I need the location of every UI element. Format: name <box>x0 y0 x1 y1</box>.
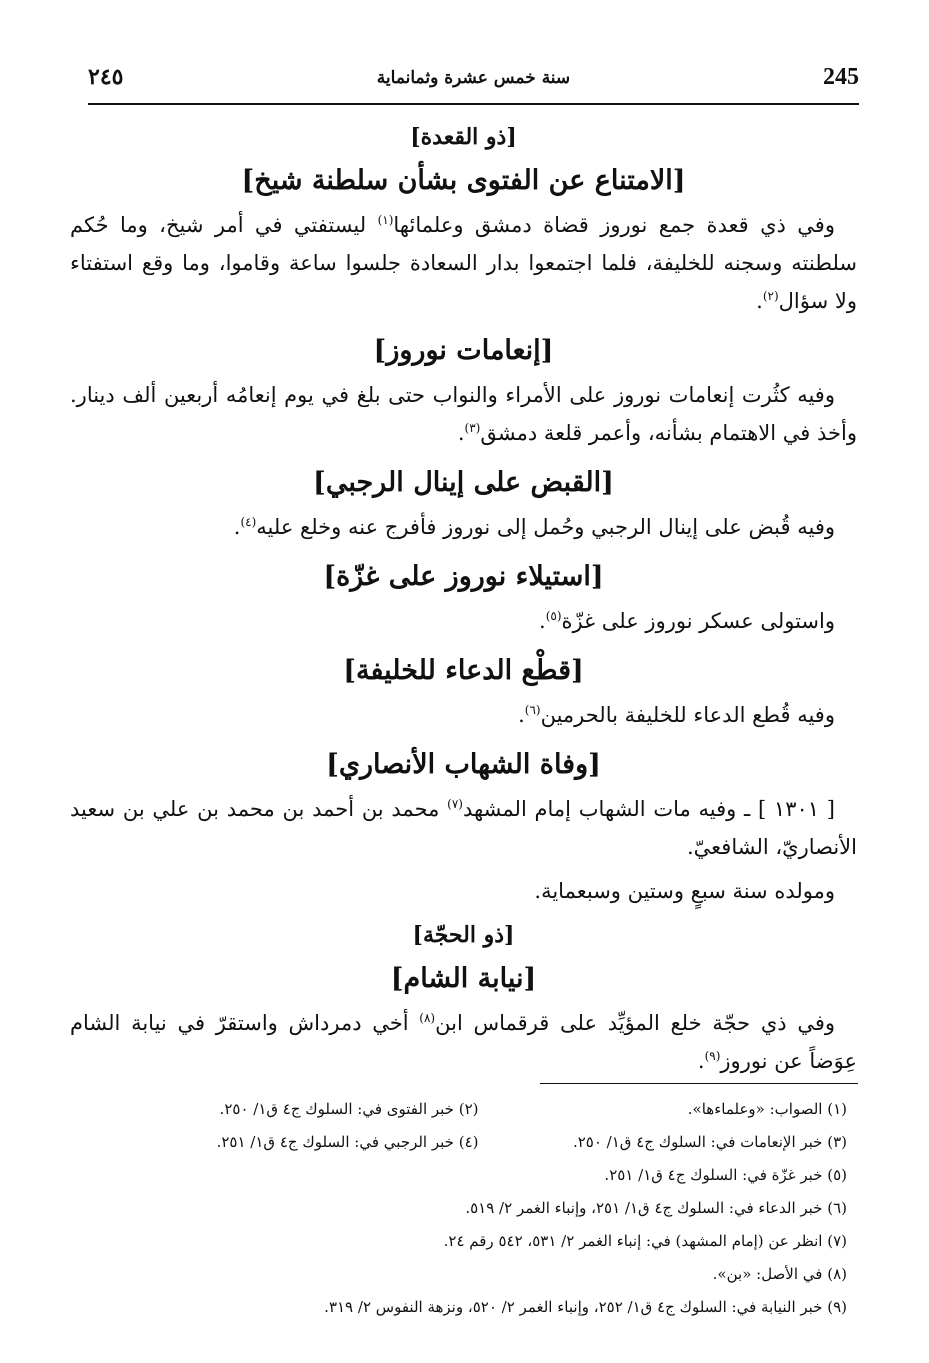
paragraph-prayer: وفيه قُطع الدعاء للخليفة بالحرمين$^{(٦)}$. <box>518 703 835 727</box>
section-heading-sham: [نيابة الشام] <box>390 963 537 994</box>
footnote-7: (٧) انظر عن (إمام المشهد) في: إنباء الغمر ٢/ ٥٣١، ٥٤٢ رقم ٢٤. <box>443 1232 847 1250</box>
footnote-1: (١) الصواب: «وعلماءها». <box>687 1100 847 1118</box>
section-heading-arrest: [القبض على إينال الرجبي] <box>313 467 614 498</box>
footnote-6: (٦) خبر الدعاء في: السلوك ج٤ ق١/ ٢٥١، وإنباء الغمر ٢/ ٥١٩. <box>465 1199 847 1217</box>
section-heading-fatwa: [الامتناع عن الفتوى بشأن سلطنة شيخ] <box>241 165 686 196</box>
section-heading-dhu-al-hijja: [ذو الحجّة] <box>412 922 515 948</box>
paragraph-gaza: واستولى عسكر نوروز على غزّة$^{(٥)}$. <box>539 609 835 633</box>
footnote-ref-3: (٣) <box>464 421 481 435</box>
footnote-ref-5: (٥) <box>545 609 562 623</box>
paragraph-sham: وفي ذي حجّة خلع المؤيِّد على قرقماس ابن$^{(٨)}$ أخي دمرداش واستقرّ في نيابة الشام عِوَضاً عن نوروز$^{(٩)}$. <box>70 1011 857 1073</box>
section-heading-gaza: [استيلاء نوروز على غزّة] <box>323 561 604 592</box>
footnote-ref-8: (٨) <box>419 1011 436 1025</box>
paragraph-grants: وفيه كثُرت إنعامات نوروز على الأمراء والنواب حتى بلغ في يوم إنعامُه أربعين ألف دينار. وأخذ في الاهتمام بشأنه، وأعمر قلعة دمشق$^{(٣)}$. <box>70 383 857 445</box>
footnote-3: (٣) خبر الإنعامات في: السلوك ج٤ ق١/ ٢٥٠. <box>572 1133 847 1151</box>
section-heading-dhu-al-qada: [ذو القعدة] <box>410 124 517 150</box>
section-heading-death: [وفاة الشهاب الأنصاري] <box>326 749 601 780</box>
paragraph-death: [ ١٣٠١ ] ـ وفيه مات الشهاب إمام المشهد$^{(٧)}$ محمد بن أحمد بن محمد بن علي بن سعيد الأنصاريّ، الشافعيّ. <box>70 797 857 859</box>
footnote-ref-4: (٤) <box>240 515 257 529</box>
footnote-ref-2: (٢) <box>762 289 779 303</box>
page-number-arabic: ٢٤٥ <box>88 64 124 90</box>
footnote-ref-1: (١) <box>377 213 394 227</box>
section-heading-grants: [إنعامات نوروز] <box>373 335 554 366</box>
footnote-ref-9: (٩) <box>704 1049 721 1063</box>
footnotes <box>110 1093 847 1324</box>
page-header <box>88 62 859 102</box>
footnote-row <box>110 1093 847 1126</box>
footnote-rule <box>540 1083 858 1084</box>
footnote-ref-6: (٦) <box>524 703 541 717</box>
main-text <box>70 118 857 1086</box>
page-number-latin: 245 <box>823 64 859 90</box>
footnote-8: (٨) في الأصل: «بن». <box>712 1265 847 1283</box>
footnote-5: (٥) خبر غزّة في: السلوك ج٤ ق١/ ٢٥١. <box>604 1166 847 1184</box>
footnote-9: (٩) خبر النيابة في: السلوك ج٤ ق١/ ٢٥٢، وإنباء الغمر ٢/ ٥٢٠، ونزهة النفوس ٢/ ٣١٩. <box>324 1298 847 1316</box>
section-heading-prayer: [قطْع الدعاء للخليفة] <box>343 655 584 686</box>
paragraph-fatwa: وفي ذي قعدة جمع نوروز قضاة دمشق وعلمائها$^{(١)}$ ليستفتي في أمر شيخ، وما حُكم سلطنته وسجنه للخليفة، فلما اجتمعوا بدار السعادة جلسوا ساعة وقاموا، وما وقع استفتاء ولا سؤال$^{(٢)}$. <box>70 213 857 313</box>
footnote-4: (٤) خبر الرجبي في: السلوك ج٤ ق١/ ٢٥١. <box>216 1133 479 1151</box>
paragraph-arrest: وفيه قُبض على إينال الرجبي وحُمل إلى نوروز فأفرج عنه وخلع عليه$^{(٤)}$. <box>233 515 835 539</box>
footnote-2: (٢) خبر الفتوى في: السلوك ج٤ ق١/ ٢٥٠. <box>219 1100 479 1118</box>
running-title: سنة خمس عشرة وثمانماية <box>376 68 571 88</box>
header-rule <box>88 103 859 105</box>
footnote-ref-7: (٧) <box>447 797 463 811</box>
paragraph-birth: ومولده سنة سبعٍ وستين وسبعماية. <box>534 879 835 903</box>
footnote-row <box>110 1126 847 1159</box>
